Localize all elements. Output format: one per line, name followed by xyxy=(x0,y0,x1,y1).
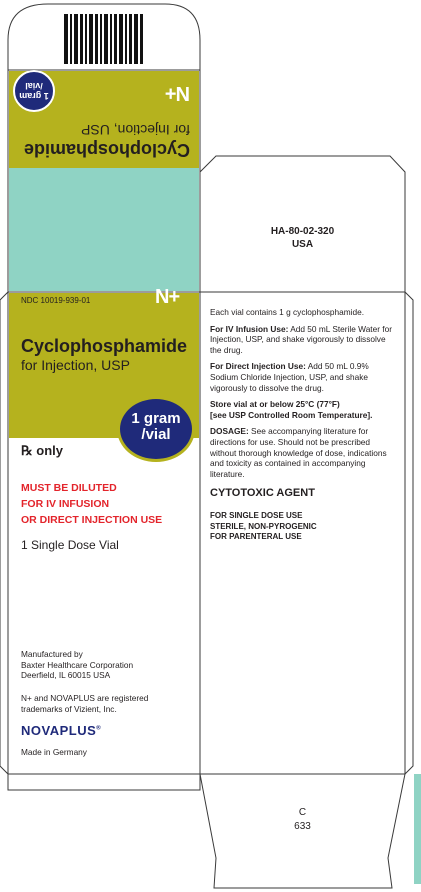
warning-line-3: OR DIRECT INJECTION USE xyxy=(21,514,163,526)
novaplus-brand-text: NOVAPLUS xyxy=(21,723,97,738)
direct-injection-label: For Direct Injection Use: xyxy=(210,361,306,372)
vial-count: 1 Single Dose Vial xyxy=(21,538,119,552)
n-plus-logo: N+ xyxy=(155,286,180,308)
warning-line-2: FOR IV INFUSION xyxy=(21,498,110,510)
side-panel-text xyxy=(210,307,398,543)
dosage-label: DOSAGE: xyxy=(210,426,249,437)
warning-line-1: MUST BE DILUTED xyxy=(21,482,117,494)
side-flap-country: USA xyxy=(291,239,314,250)
direct-injection-instructions xyxy=(210,361,398,393)
storage-instructions xyxy=(210,399,398,420)
iv-infusion-instructions xyxy=(210,324,398,356)
top-flap-subtitle: for Injection, USP xyxy=(81,122,190,138)
product-subtitle: for Injection, USP xyxy=(21,357,130,373)
rx-symbol: ℞ xyxy=(21,443,33,458)
trademark-line-1: N+ and NOVAPLUS are registered xyxy=(21,693,149,703)
novaplus-brand xyxy=(21,723,101,738)
top-flap-olive-band xyxy=(9,71,199,168)
direct-injection-text: Add 50 mL 0.9% Sodium Chloride Injection, USP, and shake vigorously to dissolve the drug. xyxy=(210,361,369,393)
bottom-flap-line-2: 633 xyxy=(294,821,311,832)
manufacturer-line-2: Baxter Healthcare Corporation xyxy=(21,659,134,670)
use-line-3: FOR PARENTERAL USE xyxy=(210,532,302,542)
rx-only xyxy=(21,443,63,459)
manufacturer-line-1: Manufactured by xyxy=(21,649,83,659)
made-in: Made in Germany xyxy=(21,747,87,757)
novaplus-brand-mark: ® xyxy=(96,725,102,732)
dose-badge xyxy=(117,396,195,462)
vial-contents: Each vial contains 1 g cyclophosphamide. xyxy=(210,307,365,317)
barcode xyxy=(64,14,144,64)
bottom-flap-line-1: C xyxy=(298,807,307,818)
rx-only-text: only xyxy=(36,443,64,458)
cytotoxic-warning: CYTOTOXIC AGENT xyxy=(210,487,315,500)
use-statements xyxy=(210,511,398,543)
ndc-number: NDC 10019-939-01 xyxy=(21,296,91,305)
top-flap-teal-band xyxy=(9,168,199,291)
right-edge-teal-strip xyxy=(414,774,421,884)
manufacturer-line-3: Deerfield, IL 60015 USA xyxy=(21,670,111,681)
manufacturer-block xyxy=(21,649,133,681)
trademark-block xyxy=(21,693,148,714)
side-flap-code-block xyxy=(200,225,405,251)
dosage-text: See accompanying literature for directions for use. Should not be prescribed without thorough knowledge of dose, indications and toxicity as contained in accompanying literature. xyxy=(210,426,387,479)
side-flap-code: HA-80-02-320 xyxy=(270,226,335,237)
use-line-1: FOR SINGLE DOSE USE xyxy=(210,511,303,521)
top-flap-logo: N+ xyxy=(165,82,190,104)
dilution-warning xyxy=(21,480,162,528)
top-flap-product-name: Cyclophosphamide xyxy=(23,140,190,160)
dose-badge-line2: /vial xyxy=(141,426,171,443)
dosage-instructions xyxy=(210,426,398,479)
top-flap-badge: 1 gram /vial xyxy=(13,70,55,112)
storage-line-2: [see USP Controlled Room Temperature]. xyxy=(210,409,373,420)
use-line-2: STERILE, NON-PYROGENIC xyxy=(210,521,317,531)
iv-infusion-label: For IV Infusion Use: xyxy=(210,323,289,334)
storage-line-1: Store vial at or below 25°C (77°F) xyxy=(210,399,340,410)
product-name: Cyclophosphamide xyxy=(21,336,188,356)
bottom-flap-code xyxy=(200,806,405,834)
dose-badge-line1: 1 gram xyxy=(131,410,181,427)
trademark-line-2: trademarks of Vizient, Inc. xyxy=(21,703,117,714)
iv-infusion-text: Add 50 mL Sterile Water for Injection, USP, and shake vigorously to dissolve the drug. xyxy=(210,323,392,355)
